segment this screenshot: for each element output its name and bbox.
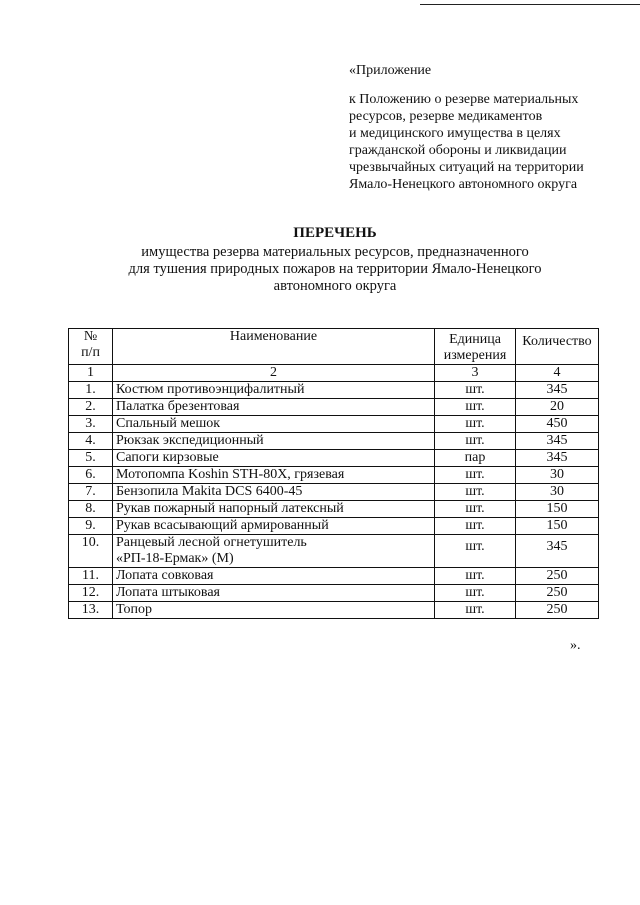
row-unit: шт. <box>435 535 516 568</box>
row-unit: шт. <box>435 568 516 585</box>
row-name: Рукав всасывающий армированный <box>113 518 435 535</box>
row-unit: шт. <box>435 399 516 416</box>
row-name: Лопата штыковая <box>113 585 435 602</box>
row-number: 7. <box>69 484 113 501</box>
table-row <box>69 382 599 399</box>
row-qty: 450 <box>516 416 599 433</box>
table-row <box>69 535 599 568</box>
row-qty: 150 <box>516 518 599 535</box>
row-unit: шт. <box>435 433 516 450</box>
row-unit: шт. <box>435 585 516 602</box>
table-row <box>69 568 599 585</box>
row-qty: 345 <box>516 535 599 568</box>
appendix-head: «Приложение <box>349 63 432 78</box>
header-num <box>69 329 113 365</box>
header-qty-label: Количество <box>522 334 592 349</box>
row-number: 13. <box>69 602 113 619</box>
table-row <box>69 399 599 416</box>
row-name: Костюм противоэнцифалитный <box>113 382 435 399</box>
row-number: 10. <box>69 535 113 568</box>
row-number: 11. <box>69 568 113 585</box>
row-unit: шт. <box>435 501 516 518</box>
appendix-block <box>349 62 629 193</box>
row-qty: 345 <box>516 450 599 467</box>
row-unit: шт. <box>435 467 516 484</box>
row-number: 6. <box>69 467 113 484</box>
row-unit: шт. <box>435 518 516 535</box>
table-row <box>69 585 599 602</box>
row-name: Лопата совковая <box>113 568 435 585</box>
document-title: ПЕРЕЧЕНЬ <box>293 225 377 241</box>
row-unit: шт. <box>435 416 516 433</box>
items-table <box>68 328 599 619</box>
row-qty: 250 <box>516 585 599 602</box>
row-number: 5. <box>69 450 113 467</box>
header-num-line2: п/п <box>81 345 100 360</box>
row-number: 9. <box>69 518 113 535</box>
row-unit: шт. <box>435 382 516 399</box>
row-name: Мотопомпа Koshin STH-80X, грязевая <box>113 467 435 484</box>
table-row <box>69 450 599 467</box>
top-rule <box>420 4 640 5</box>
row-number: 3. <box>69 416 113 433</box>
col-number: 3 <box>435 365 516 382</box>
row-qty: 30 <box>516 484 599 501</box>
appendix-line: Ямало-Ненецкого автономного округа <box>349 177 578 192</box>
row-qty: 250 <box>516 568 599 585</box>
row-unit: пар <box>435 450 516 467</box>
header-unit-line1: Единица <box>449 332 501 347</box>
row-qty: 30 <box>516 467 599 484</box>
row-name: Рюкзак экспедиционный <box>113 433 435 450</box>
row-name: Сапоги кирзовые <box>113 450 435 467</box>
row-qty: 250 <box>516 602 599 619</box>
row-name: Топор <box>113 602 435 619</box>
table-row <box>69 416 599 433</box>
row-number: 2. <box>69 399 113 416</box>
table-row <box>69 518 599 535</box>
header-num-line1: № <box>83 329 98 344</box>
row-unit: шт. <box>435 602 516 619</box>
appendix-line: гражданской обороны и ликвидации <box>349 143 567 158</box>
header-qty <box>516 329 599 365</box>
row-unit: шт. <box>435 484 516 501</box>
row-qty: 345 <box>516 433 599 450</box>
header-name: Наименование <box>113 329 435 365</box>
row-number: 8. <box>69 501 113 518</box>
closing-quote: ». <box>570 638 581 653</box>
appendix-line: и медицинского имущества в целях <box>349 126 561 141</box>
header-unit-line2: измерения <box>443 348 507 363</box>
table-header-row <box>69 329 599 365</box>
table-row <box>69 433 599 450</box>
appendix-line: к Положению о резерве материальных <box>349 92 579 107</box>
table-row <box>69 484 599 501</box>
subtitle-line: для тушения природных пожаров на территории Ямало-Ненецкого <box>128 261 542 277</box>
subtitle-line: автономного округа <box>273 278 397 294</box>
title-block <box>70 225 600 295</box>
subtitle-line: имущества резерва материальных ресурсов, предназначенного <box>141 244 529 260</box>
row-name: Бензопила Makita DCS 6400-45 <box>113 484 435 501</box>
table-row <box>69 501 599 518</box>
appendix-line: ресурсов, резерве медикаментов <box>349 109 543 124</box>
header-unit <box>435 329 516 365</box>
row-name: Палатка брезентовая <box>113 399 435 416</box>
row-number: 12. <box>69 585 113 602</box>
row-qty: 20 <box>516 399 599 416</box>
row-name-line1: Ранцевый лесной огнетушитель <box>116 535 307 550</box>
col-number: 1 <box>69 365 113 382</box>
row-qty: 150 <box>516 501 599 518</box>
row-qty: 345 <box>516 382 599 399</box>
row-name: Рукав пожарный напорный латексный <box>113 501 435 518</box>
row-name <box>113 535 435 568</box>
row-name-line2: «РП-18-Ермак» (М) <box>116 551 234 566</box>
table-row <box>69 467 599 484</box>
col-number: 4 <box>516 365 599 382</box>
column-number-row <box>69 365 599 382</box>
row-number: 1. <box>69 382 113 399</box>
table-row <box>69 602 599 619</box>
col-number: 2 <box>113 365 435 382</box>
row-number: 4. <box>69 433 113 450</box>
appendix-line: чрезвычайных ситуаций на территории <box>349 160 584 175</box>
row-name: Спальный мешок <box>113 416 435 433</box>
